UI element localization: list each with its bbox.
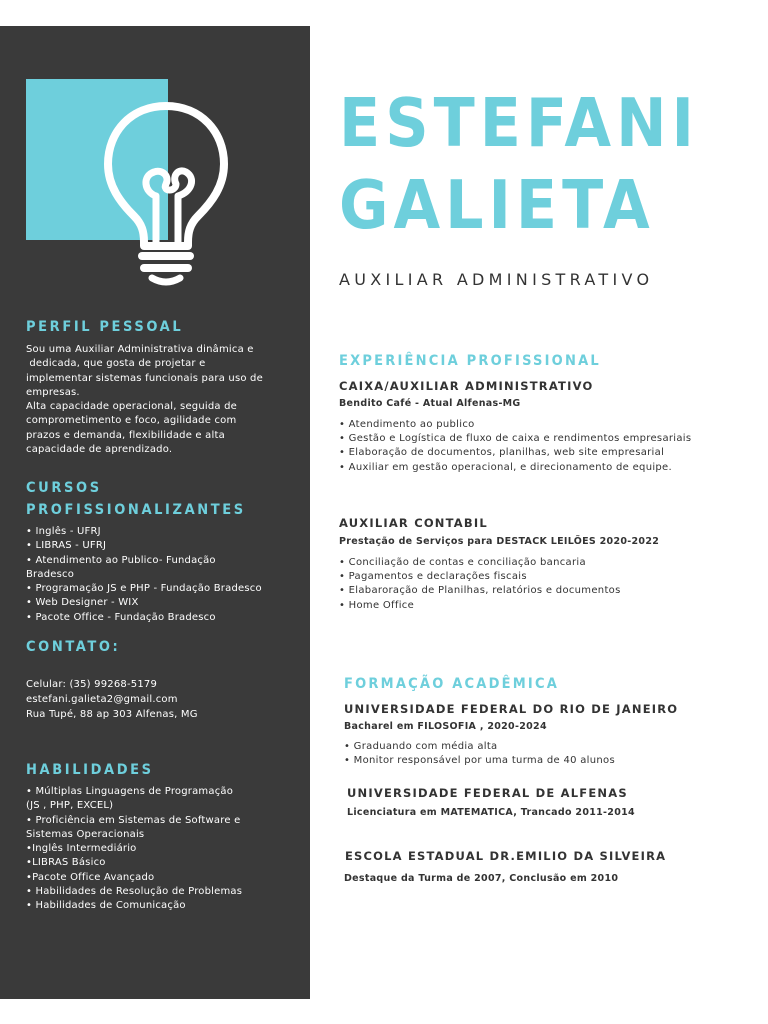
list-item: • Múltiplas Linguagens de Programação	[26, 786, 234, 797]
contact-phone: Celular: (35) 99268-5179	[26, 679, 158, 690]
job-company: Prestação de Serviços para DESTACK LEILÕES 2020-2022	[339, 536, 660, 547]
list-item: Bradesco	[26, 568, 75, 580]
person-name	[339, 82, 699, 246]
list-item: •Pacote Office Avançado	[26, 871, 155, 883]
profile-text	[26, 343, 308, 457]
list-item: • Programação JS e PHP - Fundação Bradesco	[26, 583, 262, 595]
job-title: AUXILIAR ADMINISTRATIVO	[339, 270, 654, 289]
list-item: • Atendimento ao publico	[339, 419, 475, 430]
list-item: Sistemas Operacionais	[26, 828, 145, 840]
list-item: •LIBRAS Básico	[26, 857, 106, 869]
list-item: (JS , PHP, EXCEL)	[26, 800, 114, 812]
skills-title: HABILIDADES	[26, 762, 154, 778]
profile-title: PERFIL PESSOAL	[26, 319, 184, 335]
job-bullets	[339, 556, 621, 613]
course-info: Licenciatura em MATEMATICA, Trancado 2011-2014	[347, 807, 635, 818]
courses-title-line: CURSOS	[26, 480, 102, 496]
school-name: UNIVERSIDADE FEDERAL DO RIO DE JANEIRO	[344, 702, 679, 716]
list-item: • Pacote Office - Fundação Bradesco	[26, 611, 216, 623]
profile-line: empresas.	[26, 386, 80, 398]
education-bullets	[344, 740, 615, 768]
list-item: • Home Office	[339, 599, 415, 611]
education-title: FORMAÇÃO ACADÊMICA	[344, 676, 560, 692]
skills-list	[26, 785, 308, 914]
profile-line: implementar sistemas funcionais para uso de	[26, 372, 263, 384]
list-item: • Web Designer - WIX	[26, 597, 139, 609]
list-item: • Gestão e Logística de fluxo de caixa e rendimentos empresariais	[339, 433, 692, 445]
lightbulb-icon	[98, 96, 234, 286]
list-item: • Pagamentos e declarações fiscais	[339, 571, 527, 583]
list-item: • Graduando com média alta	[344, 741, 498, 752]
job-company: Bendito Café - Atual Alfenas-MG	[339, 398, 521, 409]
list-item: • Habilidades de Resolução de Problemas	[26, 886, 243, 898]
contact-info	[26, 677, 308, 723]
list-item: • LIBRAS - UFRJ	[26, 540, 107, 552]
job-role: CAIXA/AUXILIAR ADMINISTRATIVO	[339, 379, 594, 393]
experience-title: EXPERIÊNCIA PROFISSIONAL	[339, 353, 601, 369]
courses-list	[26, 525, 308, 625]
list-item: • Elaboração de documentos, planilhas, web site empresarial	[339, 447, 665, 459]
list-item: • Monitor responsável por uma turma de 40 alunos	[344, 755, 615, 767]
list-item: • Auxiliar em gestão operacional, e direcionamento de equipe.	[339, 461, 672, 473]
list-item: • Inglês - UFRJ	[26, 526, 101, 537]
courses-title-line: PROFISSIONALIZANTES	[26, 502, 246, 518]
list-item: •Inglês Intermediário	[26, 843, 137, 855]
profile-line: Alta capacidade operacional, seguida de	[26, 401, 238, 413]
profile-line: capacidade de aprendizado.	[26, 444, 173, 456]
name-line: GALIETA	[339, 166, 655, 244]
course-info: Destaque da Turma de 2007, Conclusão em 2010	[344, 873, 619, 884]
contact-title: CONTATO:	[26, 639, 121, 655]
profile-line: Sou uma Auxiliar Administrativa dinâmica e	[26, 344, 254, 355]
contact-address: Rua Tupé, 88 ap 303 Alfenas, MG	[26, 709, 198, 721]
contact-email[interactable]: estefani.galieta2@gmail.com	[26, 694, 178, 706]
list-item: • Conciliação de contas e conciliação bancaria	[339, 557, 586, 568]
list-item: • Atendimento ao Publico- Fundação	[26, 554, 216, 566]
profile-line: comprometimento e foco, agilidade com	[26, 415, 237, 427]
profile-line: prazos e demanda, flexibilidade e alta	[26, 429, 225, 441]
school-name: ESCOLA ESTADUAL DR.EMILIO DA SILVEIRA	[345, 849, 667, 863]
list-item: • Habilidades de Comunicação	[26, 900, 186, 912]
school-name: UNIVERSIDADE FEDERAL DE ALFENAS	[347, 786, 628, 800]
job-role: AUXILIAR CONTABIL	[339, 516, 488, 530]
list-item: • Proficiência em Sistemas de Software e	[26, 814, 241, 826]
course-info: Bacharel em FILOSOFIA , 2020-2024	[344, 721, 547, 732]
courses-title	[26, 477, 246, 521]
profile-line: dedicada, que gosta de projetar e	[26, 358, 206, 370]
list-item: • Elabaroração de Planilhas, relatórios e documentos	[339, 585, 621, 597]
job-bullets	[339, 418, 691, 475]
name-line: ESTEFANI	[339, 84, 699, 162]
